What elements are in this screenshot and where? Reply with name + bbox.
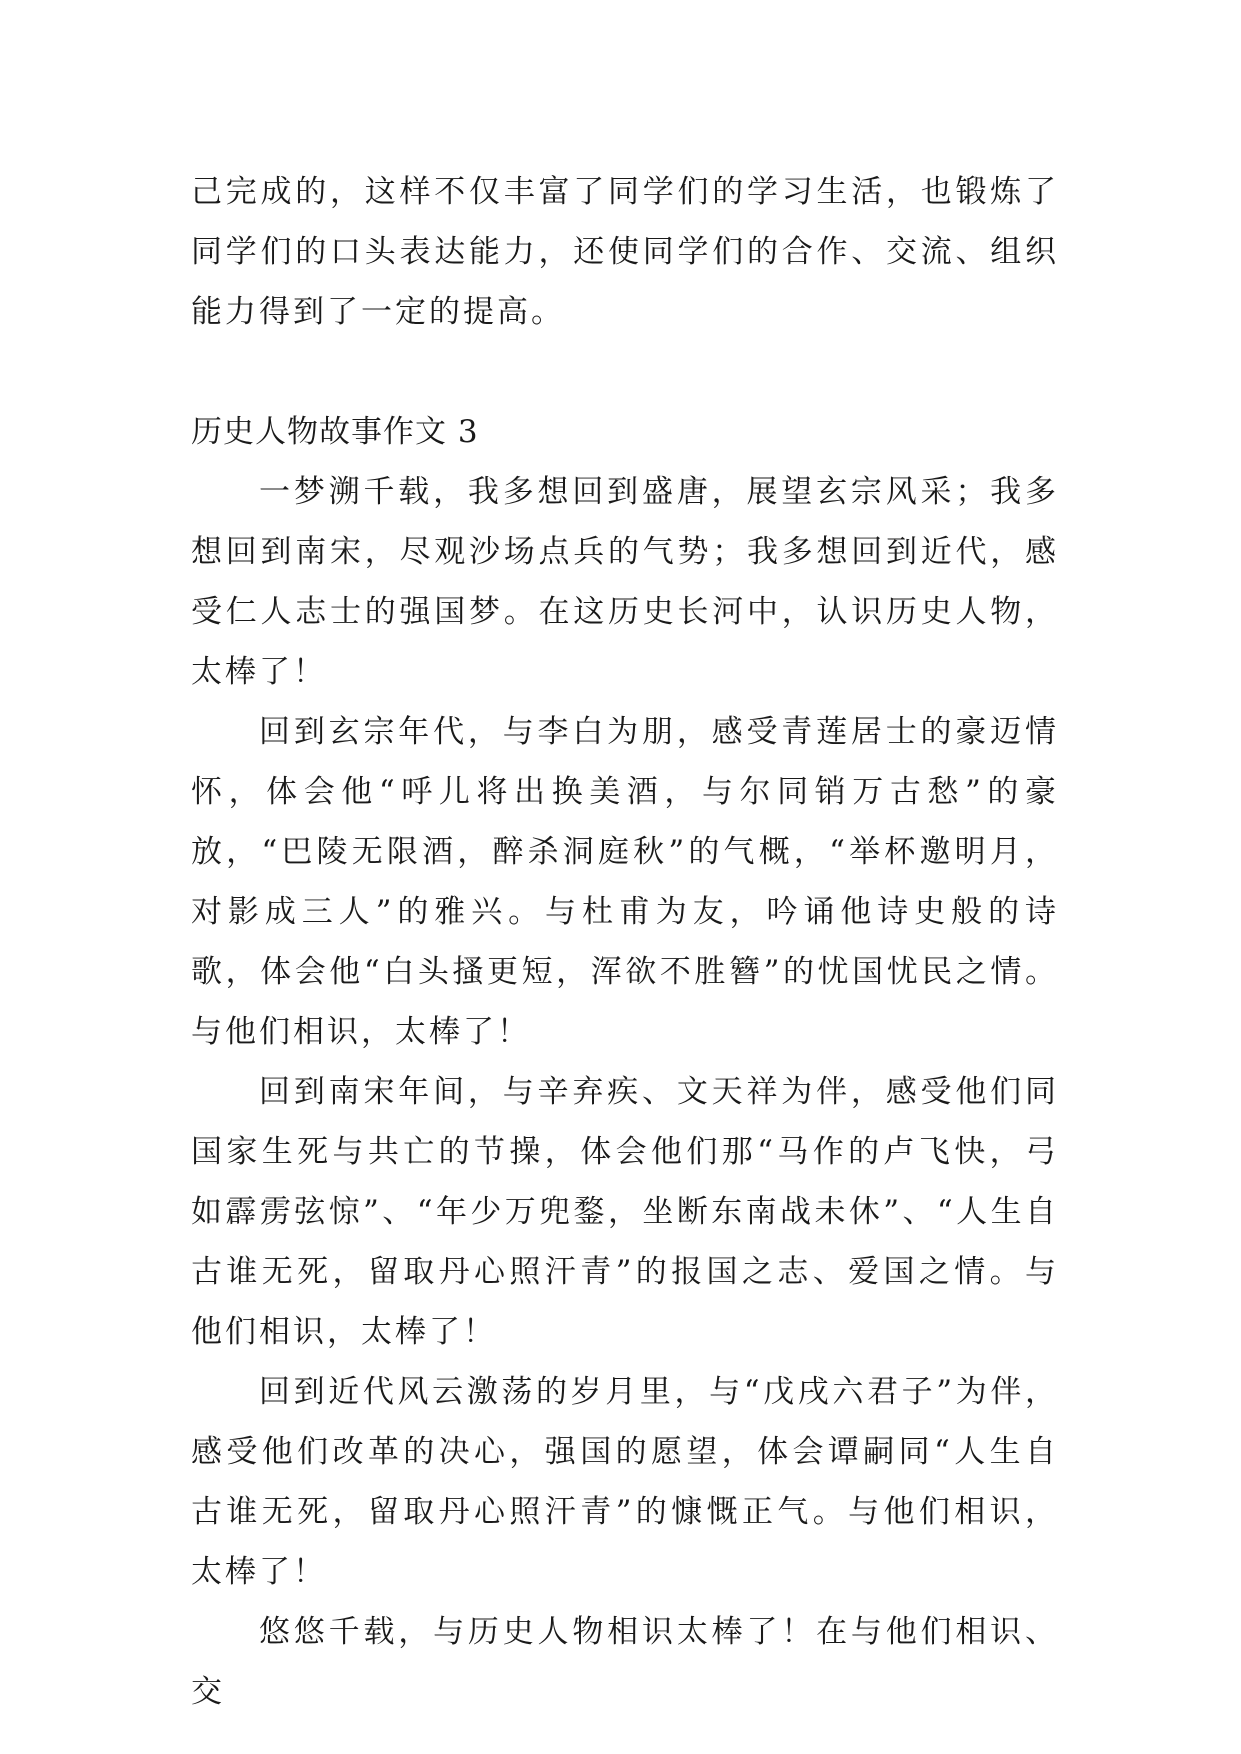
paragraph-4: 回到近代风云激荡的岁月里，与“戊戌六君子”为伴，感受他们改革的决心，强国的愿望，体会谭嗣同“人生自古谁无死，留取丹心照汗青”的慷慨正气。与他们相识，太棒了！ [191, 1374, 1059, 1590]
paragraph-5: 悠悠千载，与历史人物相识太棒了！在与他们相识、交 [191, 1614, 1059, 1710]
paragraph-2: 回到玄宗年代，与李白为朋，感受青莲居士的豪迈情怀，体会他“呼儿将出换美酒，与尔同销万古愁”的豪放，“巴陵无限酒，醉杀洞庭秋”的气概，“举杯邀明月，对影成三人”的雅兴。与杜甫为友，吟诵他诗史般的诗歌，体会他“白头搔更短，浑欲不胜簪”的忧国忧民之情。与他们相识，太棒了！ [191, 714, 1059, 1050]
paragraph-3: 回到南宋年间，与辛弃疾、文天祥为伴，感受他们同国家生死与共亡的节操，体会他们那“马作的卢飞快，弓如霹雳弦惊”、“年少万兜鍪，坐断东南战未休”、“人生自古谁无死，留取丹心照汗青”的报国之志、爱国之情。与他们相识，太棒了！ [191, 1074, 1059, 1350]
intro-paragraph: 己完成的，这样不仅丰富了同学们的学习生活，也锻炼了同学们的口头表达能力，还使同学们的合作、交流、组织能力得到了一定的提高。 [191, 174, 1059, 330]
paragraph-1: 一梦溯千载，我多想回到盛唐，展望玄宗风采；我多想回到南宋，尽观沙场点兵的气势；我多想回到近代，感受仁人志士的强国梦。在这历史长河中，认识历史人物，太棒了！ [191, 474, 1059, 690]
section-title: 历史人物故事作文 3 [191, 414, 479, 450]
document-body [191, 162, 1059, 1722]
